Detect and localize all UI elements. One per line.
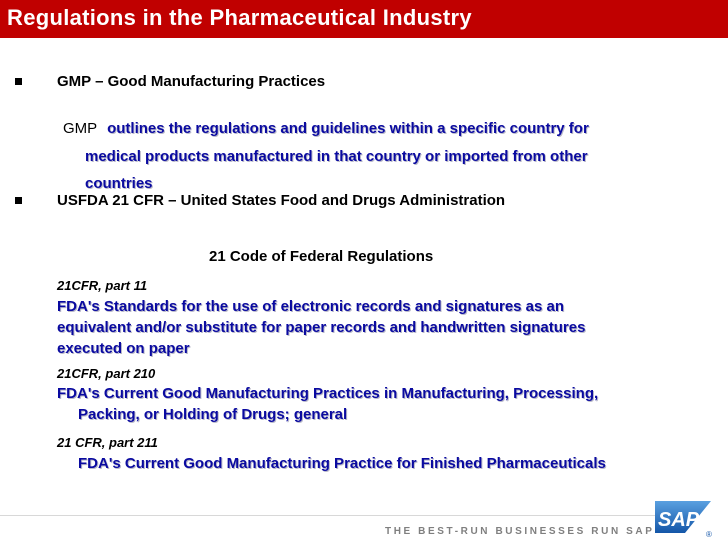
part11-line2: equivalent and/or substitute for paper records and handwritten signatures (57, 319, 586, 336)
part210-line2: Packing, or Holding of Drugs; general (78, 406, 348, 423)
square-bullet-icon (15, 197, 22, 204)
sap-logo-icon (655, 499, 713, 539)
cfr-subheading: 21 Code of Federal Regulations (209, 248, 434, 265)
gmp-desc-text: outlines the regulations and guidelines within a specific country for (107, 120, 589, 137)
registered-mark: ® (706, 530, 712, 539)
title-bar (0, 0, 728, 38)
part11-line3: executed on paper (57, 340, 190, 357)
part211-line1: FDA's Current Good Manufacturing Practice for Finished Pharmaceuticals (78, 455, 606, 472)
part211-label: 21 CFR, part 211 (57, 435, 158, 450)
slide-title: Regulations in the Pharmaceutical Industry (7, 5, 472, 30)
footer-tagline: THE BEST-RUN BUSINESSES RUN SAP (385, 526, 655, 537)
gmp-heading: GMP – Good Manufacturing Practices (57, 73, 326, 90)
gmp-description-line3: countries (85, 175, 153, 192)
gmp-description-line2: medical products manufactured in that country or imported from other (85, 148, 588, 165)
part11-line1: FDA's Standards for the use of electronic records and signatures as an (57, 298, 565, 315)
gmp-description-line1 (63, 120, 589, 137)
part210-line1: FDA's Current Good Manufacturing Practices in Manufacturing, Processing, (57, 385, 599, 402)
part11-label: 21CFR, part 11 (57, 278, 148, 293)
square-bullet-icon (15, 78, 22, 85)
usfda-heading: USFDA 21 CFR – United States Food and Drugs Administration (57, 192, 506, 209)
sap-logo-text: SAP (658, 509, 700, 531)
footer-divider (0, 515, 655, 516)
gmp-desc-lead: GMP (63, 120, 97, 137)
part210-label: 21CFR, part 210 (57, 366, 156, 381)
